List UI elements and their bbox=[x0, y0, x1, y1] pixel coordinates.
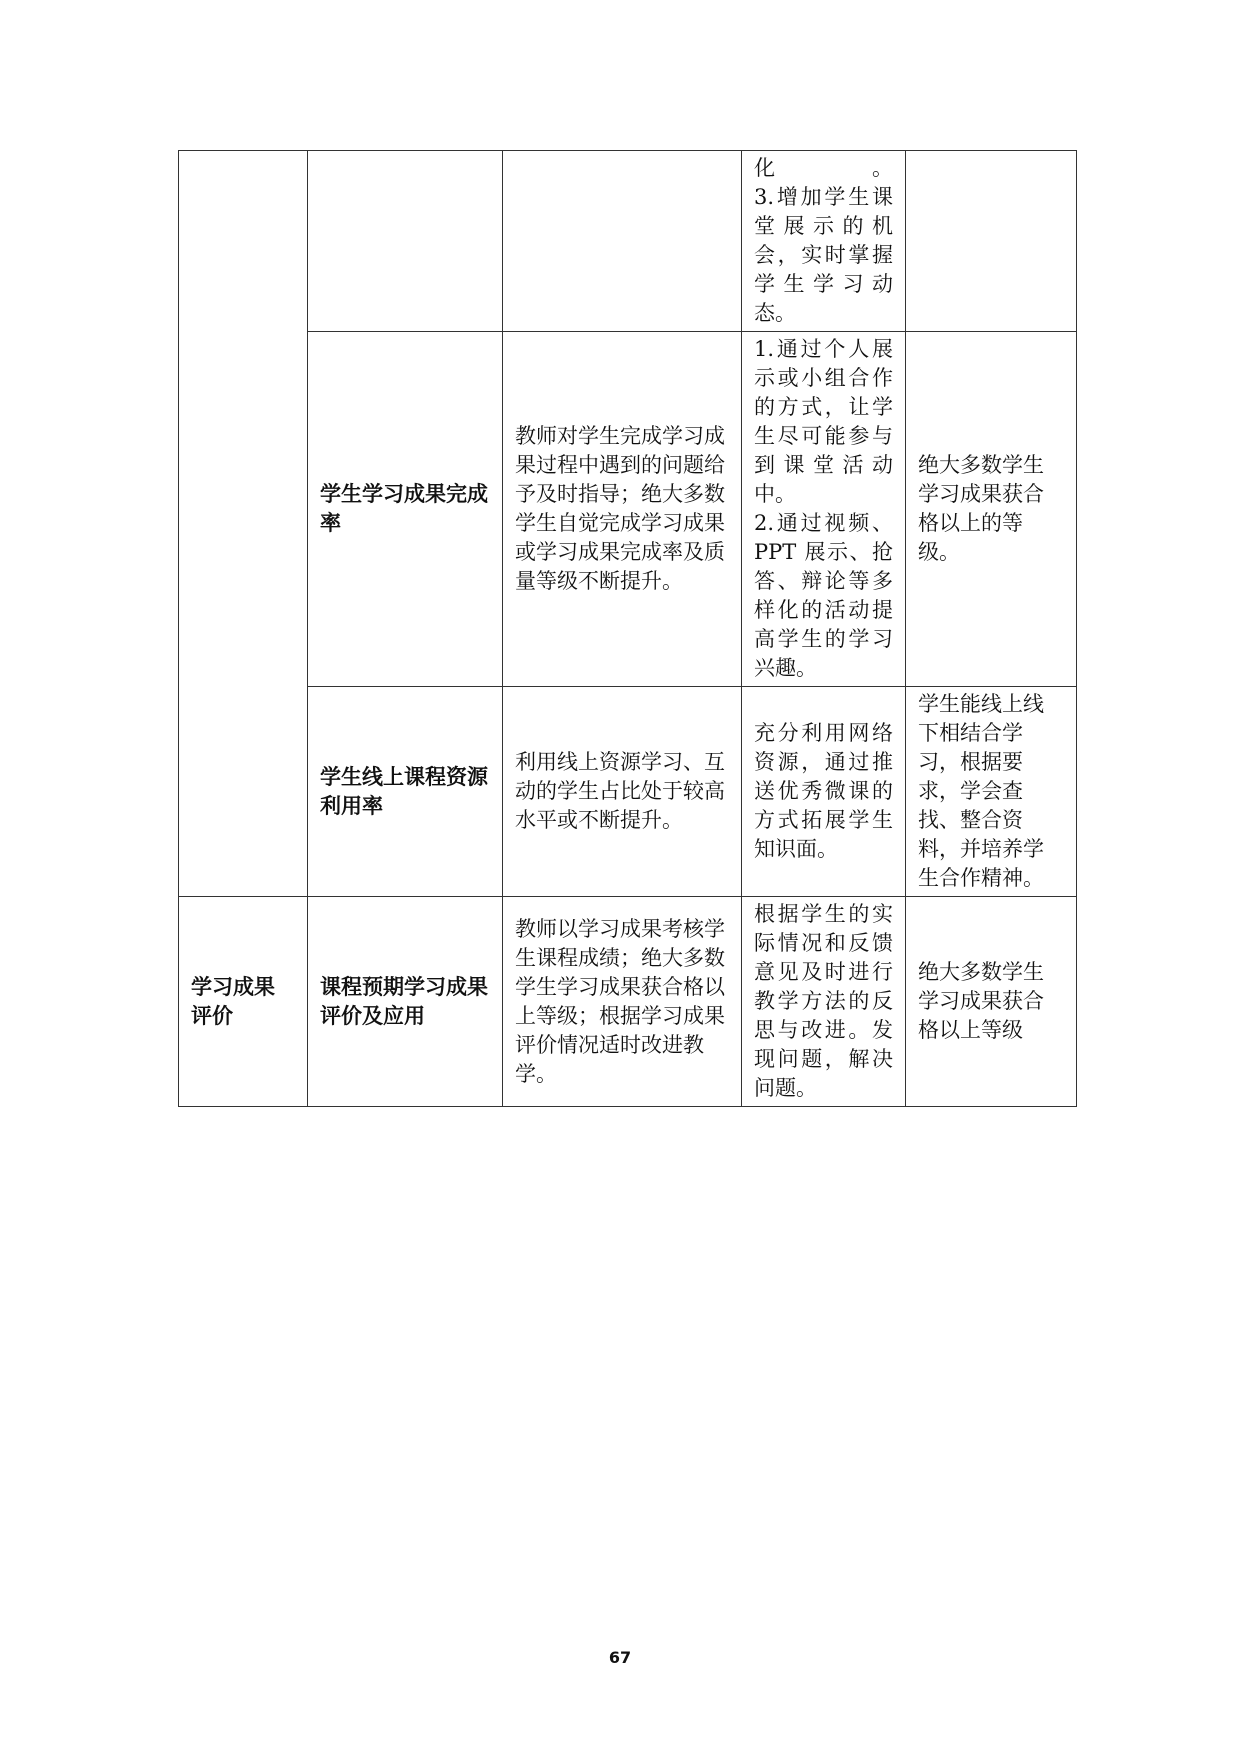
target-cell: 绝大多数学生学习成果获合格以上等级 bbox=[906, 897, 1077, 1107]
measure-line: 堂展示的机 bbox=[754, 214, 893, 238]
measure-line: 态。 bbox=[754, 301, 796, 325]
measure-line: 高学生的学习 bbox=[754, 627, 893, 651]
measure-line: 答、辩论等多 bbox=[754, 569, 893, 593]
target-cell: 学生能线上线下相结合学习，根据要求，学会查找、整合资料，并培养学生合作精神。 bbox=[906, 687, 1077, 897]
target-cell: 绝大多数学生学习成果获合格以上的等级。 bbox=[906, 332, 1077, 687]
indicator-cell: 课程预期学习成果评价及应用 bbox=[308, 897, 503, 1107]
indicator-cell bbox=[308, 151, 503, 332]
target-cell bbox=[906, 151, 1077, 332]
measure-line: 化。 bbox=[754, 156, 893, 180]
measures-cell bbox=[742, 151, 906, 332]
page-number: 67 bbox=[608, 1648, 632, 1667]
standard-cell bbox=[503, 151, 742, 332]
measure-line: 意见及时进行 bbox=[754, 960, 893, 984]
measure-line: 1.通过个人展 bbox=[754, 337, 893, 361]
measure-line: 生尽可能参与 bbox=[754, 424, 893, 448]
standard-cell: 教师以学习成果考核学生课程成绩；绝大多数学生学习成果获合格以上等级；根据学习成果评价情况适时改进教学。 bbox=[503, 897, 742, 1107]
measure-line: 现问题，解决 bbox=[754, 1047, 893, 1071]
category-cell: 学习成果评价 bbox=[179, 897, 308, 1107]
table-row bbox=[179, 332, 1077, 687]
measure-line: 际情况和反馈 bbox=[754, 931, 893, 955]
measure-line: 兴趣。 bbox=[754, 656, 817, 680]
measures-cell bbox=[742, 687, 906, 897]
measure-line: 2.通过视频、 bbox=[754, 511, 893, 535]
measure-line: 问题。 bbox=[754, 1076, 817, 1100]
measure-line: 送优秀微课的 bbox=[754, 779, 893, 803]
measure-line: 思与改进。发 bbox=[754, 1018, 893, 1042]
measure-line: 会，实时掌握 bbox=[754, 243, 893, 267]
measure-line: 样化的活动提 bbox=[754, 598, 893, 622]
standard-cell: 教师对学生完成学习成果过程中遇到的问题给予及时指导；绝大多数学生自觉完成学习成果或学习成果完成率及质量等级不断提升。 bbox=[503, 332, 742, 687]
measure-line: 3.增加学生课 bbox=[754, 185, 893, 209]
indicator-cell: 学生线上课程资源利用率 bbox=[308, 687, 503, 897]
measure-line: 的方式，让学 bbox=[754, 395, 893, 419]
table-row bbox=[179, 897, 1077, 1107]
measure-line: 中。 bbox=[754, 482, 796, 506]
indicator-cell: 学生学习成果完成率 bbox=[308, 332, 503, 687]
measures-cell bbox=[742, 897, 906, 1107]
measure-line: PPT 展示、抢 bbox=[754, 540, 893, 564]
measure-line: 学生学习动 bbox=[754, 272, 893, 296]
table-row bbox=[179, 151, 1077, 332]
measure-line: 充分利用网络 bbox=[754, 721, 893, 745]
table-row bbox=[179, 687, 1077, 897]
measure-line: 方式拓展学生 bbox=[754, 808, 893, 832]
measure-line: 示或小组合作 bbox=[754, 366, 893, 390]
measure-line: 到课堂活动 bbox=[754, 453, 893, 477]
evaluation-table bbox=[178, 150, 1077, 1107]
measure-line: 教学方法的反 bbox=[754, 989, 893, 1013]
category-cell-empty bbox=[179, 151, 308, 897]
standard-cell: 利用线上资源学习、互动的学生占比处于较高水平或不断提升。 bbox=[503, 687, 742, 897]
measure-line: 根据学生的实 bbox=[754, 902, 893, 926]
measure-line: 知识面。 bbox=[754, 837, 838, 861]
measure-line: 资源，通过推 bbox=[754, 750, 893, 774]
measures-cell bbox=[742, 332, 906, 687]
